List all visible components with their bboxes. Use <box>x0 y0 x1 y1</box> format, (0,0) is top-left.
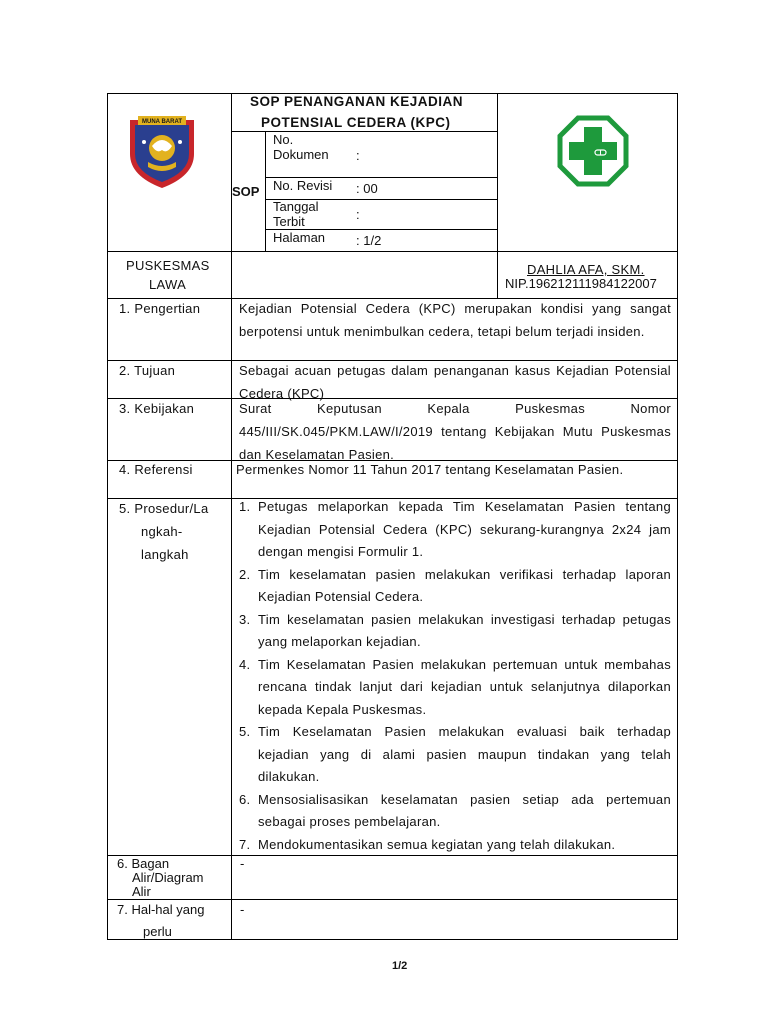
section-pengertian-text: Kejadian Potensial Cedera (KPC) merupakan kondisi yang sangat berpotensi untuk menimbulkan cedera, tetapi belum terjadi insiden. <box>239 301 671 339</box>
field-no-dokumen-value: : <box>356 148 360 163</box>
section-referensi-text: Permenkes Nomor 11 Tahun 2017 tentang Keselamatan Pasien. <box>236 462 624 477</box>
regency-crest-icon <box>120 112 204 190</box>
document-title-line1: SOP PENANGANAN KEJADIAN <box>250 94 464 109</box>
section-bagan-label-2: Alir/Diagram <box>132 870 204 885</box>
field-tanggal-value: : <box>356 207 360 222</box>
field-halaman-value: : 1/2 <box>356 233 382 248</box>
step-number: 3. <box>239 611 251 627</box>
field-no-dokumen-label-1: No. <box>273 132 294 147</box>
step-text: Petugas melaporkan kepada Tim Keselamatan Pasien tentang Kejadian Potensial Cedera (KPC) sekurang-kurangnya 2x24 jam dengan mengisi Formulir 1. <box>258 499 671 559</box>
step-text: Tim Keselamatan Pasien melakukan pertemuan untuk membahas rencana tindak lanjut dari kejadian untuk selanjutnya dilaporkan kepada Kepala Puskesmas. <box>258 656 671 717</box>
puskesmas-cross-icon <box>557 115 629 187</box>
field-tanggal-label-2: Terbit <box>273 214 305 229</box>
step-text: Mendokumentasikan semua kegiatan yang telah dilakukan. <box>258 836 616 852</box>
page-number: 1/2 <box>392 960 408 972</box>
list-item <box>239 654 671 722</box>
field-no-revisi-value: : 00 <box>356 181 378 196</box>
step-text: Tim Keselamatan Pasien melakukan evaluasi baik terhadap kejadian yang di alami pasien maupun tindakan yang telah dilakukan. <box>258 724 671 784</box>
signer-name: DAHLIA AFA, SKM. <box>527 262 645 277</box>
section-kebijakan-text: Surat Keputusan Kepala Puskesmas Nomor 445/III/SK.045/PKM.LAW/I/2019 tentang Kebijakan Mutu Puskesmas dan Keselamatan Pasien. <box>239 401 671 462</box>
list-item <box>239 721 671 789</box>
list-item <box>239 564 671 609</box>
org-name-line2: LAWA <box>149 277 187 292</box>
list-item <box>239 496 671 564</box>
section-prosedur-label-2: ngkah- <box>141 524 183 539</box>
section-hal-label-2: perlu <box>143 924 172 939</box>
step-text: Tim keselamatan pasien melakukan investigasi terhadap petugas yang melaporkan kejadian. <box>258 611 671 649</box>
step-number: 1. <box>239 499 251 514</box>
step-number: 7. <box>239 836 251 852</box>
field-no-dokumen-label-2: Dokumen <box>273 147 329 162</box>
signer-nip: NIP.196212111984122007 <box>505 276 657 291</box>
field-halaman-label: Halaman <box>273 230 326 245</box>
section-prosedur-label-1: 5. Prosedur/La <box>119 501 209 516</box>
field-tanggal-label-1: Tanggal <box>273 199 319 214</box>
procedure-steps-list <box>239 496 671 856</box>
step-number: 2. <box>239 566 251 582</box>
section-bagan-text: - <box>240 856 245 871</box>
section-referensi-label: 4. Referensi <box>119 462 193 477</box>
step-number: 6. <box>239 791 251 807</box>
sop-label: SOP <box>232 184 260 199</box>
list-item <box>239 609 671 654</box>
section-hal-label-1: 7. Hal-hal yang <box>117 902 205 917</box>
section-tujuan-label: 2. Tujuan <box>119 363 176 378</box>
section-kebijakan-label: 3. Kebijakan <box>119 401 195 416</box>
list-item <box>239 789 671 834</box>
step-text: Tim keselamatan pasien melakukan verifikasi terhadap laporan Kejadian Potensial Cedera. <box>258 566 671 604</box>
list-item <box>239 834 671 857</box>
document-title-line2: POTENSIAL CEDERA (KPC) <box>261 115 451 130</box>
section-tujuan-text: Sebagai acuan petugas dalam penanganan kasus Kejadian Potensial Cedera (KPC) <box>239 363 671 401</box>
section-bagan-label-3: Alir <box>132 884 151 899</box>
section-bagan-label-1: 6. Bagan <box>117 856 170 871</box>
section-prosedur-label-3: langkah <box>141 547 189 562</box>
field-no-revisi-label: No. Revisi <box>273 178 333 193</box>
step-number: 4. <box>239 656 251 672</box>
step-text: Mensosialisasikan keselamatan pasien setiap ada pertemuan sebagai proses pembelajaran. <box>258 791 671 829</box>
crest-banner-text: MUNA BARAT <box>142 119 182 125</box>
step-number: 5. <box>239 724 251 739</box>
section-hal-text: - <box>240 902 245 917</box>
section-pengertian-label: 1. Pengertian <box>119 301 201 316</box>
org-name-line1: PUSKESMAS <box>126 258 210 273</box>
